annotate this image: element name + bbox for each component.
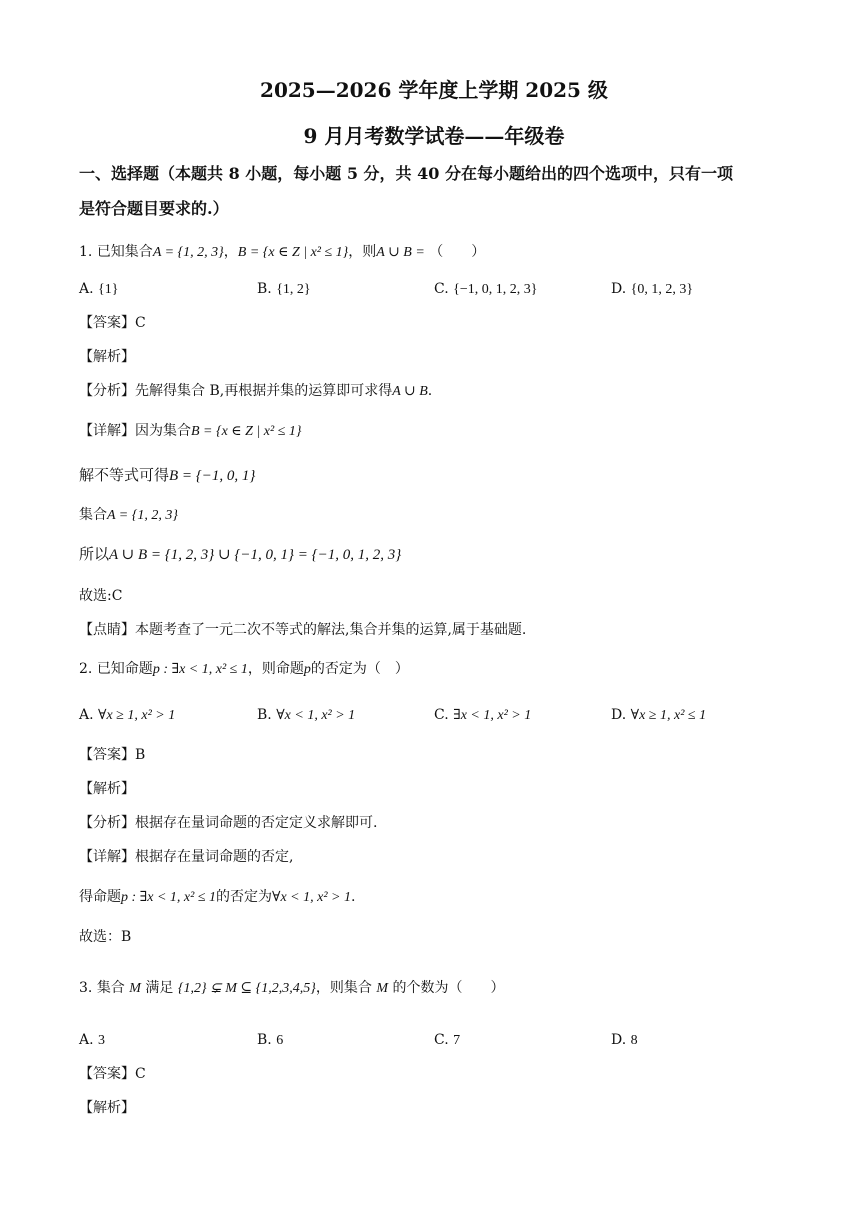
q1-step-1: 解不等式可得B = {−1, 0, 1} — [79, 466, 256, 484]
q1-choose: 故选:C — [79, 588, 123, 604]
answer-paren: （ ） — [429, 244, 486, 260]
question-number: 3. — [79, 980, 93, 996]
q2-fenxi: 【分析】根据存在量词命题的否定定义求解即可. — [79, 815, 378, 831]
q1-option-c: C. {−1, 0, 1, 2, 3} — [434, 281, 538, 297]
q1-answer: 【答案】C — [79, 315, 146, 331]
q2-option-d: D. ∀x ≥ 1, x² ≤ 1 — [611, 707, 707, 723]
stem-text: 已知集合 — [96, 244, 153, 260]
q2-answer: 【答案】B — [79, 747, 146, 763]
question-number: 2. — [79, 661, 93, 677]
section-heading-line2: 是符合题目要求的.） — [79, 199, 229, 218]
question-3-stem: 3. 集合 M 满足 {1,2} ⊊ M ⊆ {1,2,3,4,5}，则集合 M 的个数为（ ） — [79, 980, 505, 996]
exam-title-line2: 9 月月考数学试卷——年级卷 — [303, 124, 565, 148]
q1-option-d: D. {0, 1, 2, 3} — [611, 281, 694, 297]
q2-xiangjie: 【详解】根据存在量词命题的否定, — [79, 849, 294, 865]
condition-expression: {1,2} ⊊ M ⊆ {1,2,3,4,5} — [177, 981, 316, 996]
q3-option-c: C. 7 — [434, 1032, 461, 1048]
q3-answer: 【答案】C — [79, 1066, 146, 1082]
question-1-stem — [79, 243, 485, 262]
q2-option-a: A. ∀x ≥ 1, x² > 1 — [79, 707, 176, 723]
q3-option-a: A. 3 — [79, 1032, 106, 1048]
q3-analysis-label: 【解析】 — [79, 1100, 135, 1116]
q1-fenxi: 【分析】先解得集合 B,再根据并集的运算即可求得A ∪ B. — [79, 383, 433, 399]
q2-option-c: C. ∃x < 1, x² > 1 — [434, 707, 532, 723]
q2-option-b: B. ∀x < 1, x² > 1 — [257, 707, 356, 723]
q3-option-d: D. 8 — [611, 1032, 638, 1048]
stem-text: ，则 — [348, 244, 377, 260]
q1-xiangjie: 【详解】因为集合B = {x ∈ Z | x² ≤ 1} — [79, 423, 302, 439]
q2-choose: 故选：B — [79, 929, 132, 945]
q1-analysis-label: 【解析】 — [79, 349, 135, 365]
q1-option-a: A. {1} — [79, 281, 119, 297]
set-a-expression: A = {1, 2, 3} — [152, 245, 224, 260]
q1-step-3: 所以A ∪ B = {1, 2, 3} ∪ {−1, 0, 1} = {−1, 0, 1, 2, 3} — [79, 545, 402, 563]
stem-text: ， — [223, 244, 238, 260]
q2-analysis-label: 【解析】 — [79, 781, 135, 797]
exam-title-line1: 2025—2026 学年度上学期 2025 级 — [260, 78, 608, 102]
proposition-expression: p : ∃x < 1, x² ≤ 1 — [152, 662, 248, 677]
q2-step-1: 得命题p : ∃x < 1, x² ≤ 1的否定为∀x < 1, x² > 1. — [79, 889, 356, 905]
q1-dianjing: 【点睛】本题考查了一元二次不等式的解法,集合并集的运算,属于基础题. — [79, 622, 527, 638]
q1-option-b: B. {1, 2} — [257, 281, 311, 297]
section-heading-line1: 一、选择题（本题共 8 小题，每小题 5 分，共 40 分在每小题给出的四个选项中，只有一项 — [79, 164, 733, 183]
union-expression: A ∪ B = — [376, 245, 425, 260]
q3-option-b: B. 6 — [257, 1032, 284, 1048]
question-2-stem: 2. 已知命题p : ∃x < 1, x² ≤ 1，则命题p的否定为（ ） — [79, 661, 409, 677]
q1-step-2: 集合A = {1, 2, 3} — [79, 507, 178, 523]
question-number: 1. — [79, 244, 93, 260]
set-b-expression: B = {x ∈ Z | x² ≤ 1} — [237, 245, 349, 260]
